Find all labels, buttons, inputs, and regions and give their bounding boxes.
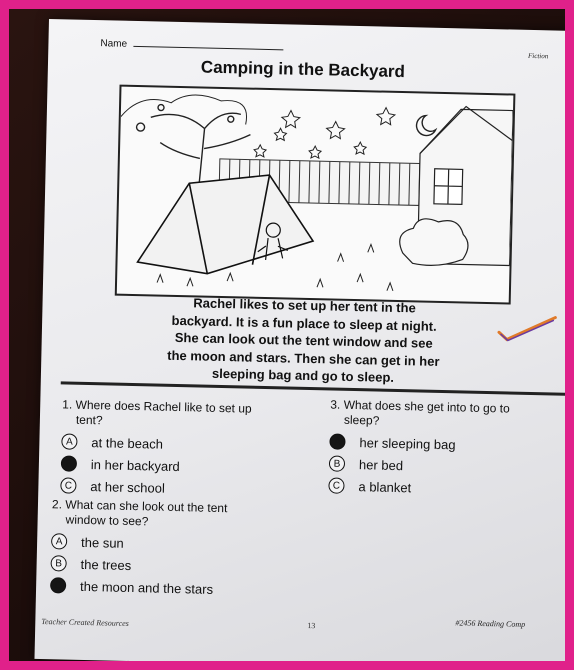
answer-bubble-filled[interactable]: A: [329, 433, 345, 449]
answer-option-c[interactable]: [328, 477, 508, 497]
answer-option-b[interactable]: [61, 455, 251, 475]
answer-option-c[interactable]: [50, 577, 226, 597]
story-text: [123, 293, 485, 389]
answer-text: at the beach: [91, 434, 164, 452]
question-number: 2.: [51, 497, 63, 512]
answer-bubble[interactable]: B: [329, 455, 345, 471]
answer-option-b[interactable]: [50, 555, 226, 575]
footer-product-code: #2456 Reading Comp: [455, 618, 526, 629]
question-stem: What can she look out the tent: [65, 497, 228, 516]
answer-text: a blanket: [358, 478, 412, 495]
answer-text: the sun: [80, 534, 124, 551]
camping-illustration: [115, 85, 516, 305]
stars-drawing: [254, 105, 395, 160]
answer-bubble[interactable]: A: [51, 533, 67, 549]
answer-text: the trees: [80, 556, 132, 573]
answer-text: in her backyard: [90, 456, 180, 474]
story-line: the moon and stars. Then she can get in her: [167, 347, 440, 369]
genre-label: Fiction: [527, 51, 549, 61]
worksheet-page: [34, 19, 565, 661]
answer-text: her bed: [358, 456, 404, 473]
question-number: 1.: [62, 397, 73, 412]
answer-option-c[interactable]: [60, 477, 250, 497]
answer-bubble[interactable]: C: [60, 477, 76, 493]
story-line: She can look out the tent window and see: [174, 329, 433, 351]
answer-text: her sleeping bag: [359, 434, 456, 452]
page-title: Camping in the Backyard: [200, 57, 406, 82]
moon-drawing: [416, 115, 436, 135]
answer-option-b[interactable]: [329, 455, 509, 475]
question-stem: Where does Rachel like to set up: [75, 397, 252, 416]
answer-text: the moon and the stars: [79, 578, 214, 597]
name-field: [100, 38, 284, 53]
answer-bubble[interactable]: A: [61, 433, 77, 449]
question-3: [328, 397, 510, 497]
answer-bubble-filled[interactable]: C: [50, 577, 66, 593]
answer-bubble[interactable]: C: [328, 477, 344, 493]
answer-option-a[interactable]: [329, 433, 509, 453]
answer-option-a[interactable]: [61, 433, 251, 453]
question-stem-cont: window to see?: [65, 512, 149, 529]
photo-frame: [9, 9, 565, 661]
teacher-checkmark: [497, 312, 558, 343]
answer-text: at her school: [90, 478, 166, 496]
question-2: [50, 497, 228, 597]
footer-page-number: 13: [307, 621, 316, 631]
name-label: Name: [100, 38, 128, 50]
story-line: Rachel likes to set up her tent in the: [193, 295, 416, 316]
question-stem-cont: sleep?: [343, 412, 380, 428]
question-1: [60, 397, 252, 497]
answer-option-a[interactable]: [51, 533, 227, 553]
answer-bubble[interactable]: B: [50, 555, 66, 571]
answer-bubble-filled[interactable]: B: [61, 455, 77, 471]
name-line: [134, 46, 284, 50]
question-stem-cont: tent?: [75, 412, 103, 428]
footer-publisher: Teacher Created Resources: [41, 616, 129, 628]
story-line: backyard. It is a fun place to sleep at night.: [171, 312, 437, 334]
story-line: sleeping bag and go to sleep.: [211, 365, 395, 385]
bush-drawing: [399, 218, 468, 266]
question-stem: What does she get into to go to: [343, 397, 510, 416]
question-number: 3.: [330, 397, 341, 412]
